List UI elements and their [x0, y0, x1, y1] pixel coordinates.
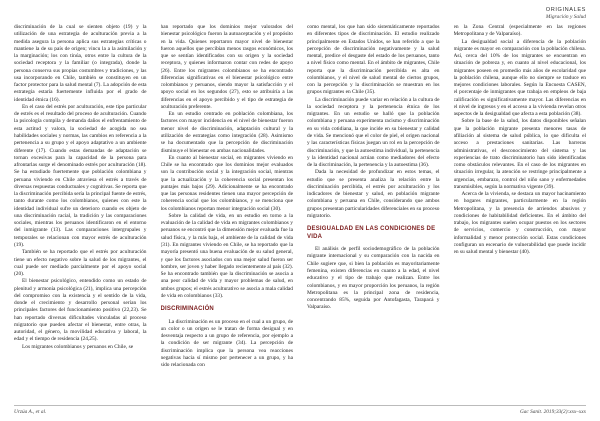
paragraph: discriminación de la cual se sienten objeto (19) y la utilización de una estrategia de aculturación previa a la medida asegura la persona aplica sus estrategias críticas o mantiene la de su país de origen; vincu la a la asimilación y la marginación; los con tinúa, otros entre la cultura de la sociedad receptora y la familiar (o integrada), donde la persona conserva sus propias costumbres y tradiciones, y las usa incorporando en Chile, también se constituyen en un factor protector para la salud mental (7). La adopción de esta estrategia estaría fuertemente influida por el grado de identidad étnica (16). — [14, 24, 147, 103]
paragraph: Sobre la base de la salud, los datos disponibles señalan que la población migrante presenta menores tasas de afiliación al sistema de salud pública, lo que dificulta el acceso a prestaciones sanitarias. Las barreras administrativas, el desconocimiento del sistema y las experiencias de trato discriminatorio han sido identificadas como obstáculos relevantes. En el caso de los migrantes en situación irregular, la atención se restringe principalmente a urgencias, embarazo, control del niño sano y enfermedades transmisibles, según la normativa vigente (39). — [453, 118, 586, 190]
paragraph: El análisis de perfil sociodemográfico de la población migrante internacional y su comparación con la nacida en Chile sugiere que, si bien la población es mayoritariamente femenina, existen diferencias en cuanto a la edad, el nivel educativo y el tipo de trabajo que realizan. Entre los colombianos, y en mayor proporción los peruanos, la región Metropolitana es la principal zona de residencia, concentrando 85%, seguida por Antofagasta, Tarapacá y Valparaíso. — [307, 246, 440, 311]
paragraph: La discriminación es un proceso en el cual a un grupo, de un color o un origen se le tratan de forma desigual y en desventaja respecto a un grupo de referencia, por ejemplo a la condición de ser migrante (34). La percepción de discriminación implica que la persona vea reacciones negativas hacia sí mismo por pertenecer a un grupo, y ha sido relacionada con — [160, 318, 293, 369]
section-heading: DESIGUALDAD EN LAS CONDICIONES DE VIDA — [307, 226, 436, 240]
paragraph: han reportado que los dominios mejor valorados del bienestar psicológico fueron la autoaceptación y el propósito en la vida. Quienes reportaron mayor nivel de bienestar fueron aquellos que percibían menos rasgos económicos, los que se sentían identificados con su origen y la sociedad receptora, y quienes informaron contar con redes de apoyo (26). Entre los migrantes colombianos se ha encontrado diferencias significativas en el bienestar psicológico entre colombianos y peruanos, siendo mayor la satisfacción y el apoyo social en los segundos (27), esto se atribuiría a las diferencias en el apoyo percibido y el tipo de estrategia de aculturación preferente. — [160, 24, 293, 110]
column-2 — [161, 24, 294, 404]
footer-authors: Urzúa A., et al. — [14, 409, 47, 415]
footer-citation: Gac Sanit. 2019;33(2):xxx–xxx — [519, 409, 586, 415]
journal-title: ORIGINALES — [545, 7, 586, 13]
paragraph: También se ha reportado que el estrés por aculturación tiene un efecto negativo sobre la salud de los migrantes, el cual puede ser mediado parcialmente por el apoyo social (20). — [14, 249, 147, 278]
column-3 — [307, 24, 440, 404]
paragraph: Acerca de la vivienda, se destaca un mayor hacinamiento en hogares migrantes, particularmente en la región Metropolitana, y la presencia de arriendos abusivos y condiciones de habitabilidad deficientes. En el ámbito del trabajo, los migrantes suelen ocupar puestos en los sectores de servicios, comercio y construcción, con mayor informalidad y menor protección social. Estas condiciones configuran un escenario de vulnerabilidad que puede incidir en su salud mental y bienestar (40). — [453, 191, 586, 256]
text-columns — [14, 24, 586, 404]
running-header — [546, 7, 586, 21]
column-1 — [14, 24, 147, 404]
paragraph: El bienestar psicológico, entendido como un estado de plenitud y armonía psicológica (21), implica una percepción del compromiso con la existencia y el sentido de la vida, donde el crecimiento y desarrollo personal serían los principales factores del funcionamiento positivo (22,23). Se han reportado diversas dificultades vinculadas al proceso migratorio que pueden afectar el bienestar, entre otras, la autoridad, el género, la movilidad educativa y laboral, la edad y el tiempo de residencia (24,25). — [14, 278, 147, 343]
paragraph: Dada la necesidad de profundizar en estos temas, el estudio que se presenta analiza la relación entre la discriminación percibida, el estrés por aculturación y los indicadores de bienestar y salud, en población migrante colombiana y peruana en Chile, considerando que ambos grupos presentan particularidades diferenciales en su proceso migratorio. — [307, 169, 440, 219]
paragraph: La discriminación puede variar en relación a la cultura de la sociedad receptora y la pertenencia étnica de los migrantes. En un estudio se halló que la población colombiana y peruana experimenta racismo y discriminación en su vida cotidiana, la que incide en su bienestar y calidad de vida. Se mencionó que el color de piel, el origen nacional y las características físicas juegan un rol en la percepción de discriminación, y que la autoestima individual, la pertenencia y la identidad nacional actúan como mediadores del efecto de la discriminación, la pertenencia y la autoestima (36). — [307, 96, 440, 169]
paragraph: Sobre la calidad de vida, en un estudio en torno a la evaluación de la calidad de vida en migrantes colombianos y peruanos se encontró que la dimensión mejor evaluada fue la salud física, y la más baja, el ambiente de la calidad de vida (31). En migrantes viviendo en Chile, se ha reportado que la mayoría presentó una buena evaluación de su salud general, y que los factores asociados con una mejor salud fueron ser hombre, ser joven y haber llegado recientemente al país (32). Se ha encontrado también que la discriminación se asocia a una peor calidad de vida y mayor problemas de salud, en ambos grupos; el estrés aculturativo se asocia a mala calidad de vida en colombianos (33). — [160, 212, 293, 299]
column-4 — [454, 24, 587, 404]
paragraph: En un estudio centrado en población colombiana, los factores con mayor incidencia en el nivel de bienestar fueron menor nivel de discriminación, adaptación cultural y la utilización de estrategias como integración (28). Asimismo se ha documentado que la percepción de discriminación disminuye el bienestar en ambas nacionalidades. — [160, 111, 293, 154]
section-title: Migración y Salud — [545, 14, 586, 20]
paragraph: En cuanto al bienestar social, en migrantes viviendo en Chile se ha encontrado que los dominios mejor evaluados son la contribución social y la integración social, mientras que la actualización y la coherencia social presentan los puntajes más bajos (29). Adicionalmente se ha encontrado que las personas residentes tienen una mayor percepción de coherencia social que los colombianos, y se menciona que los colombianos reportan menor integración social (30). — [160, 154, 293, 212]
paragraph: La desigualdad social a diferencia de la población migrante es mayor en comparación con la población chilena. Así, cerca del 10% de los migrantes se encuentran en situación de pobreza y, en cuanto al nivel educacional, los migrantes poseen en promedio más años de escolaridad que la población chilena, aunque ello no siempre se traduce en mejores condiciones laborales. Según la Encuesta CASEN, el porcentaje de inmigrantes que trabaja en empleos de baja calificación es significativamente mayor. Las diferencias en el nivel de ingresos y en el acceso a la vivienda revelan otros aspectos de la desigualdad que afecta a esta población (38). — [453, 38, 586, 118]
footer-rule — [14, 405, 586, 406]
paragraph: Los migrantes colombianos y peruanos en Chile, se — [22, 343, 134, 350]
paragraph: en la Zona Central (especialmente en las regiones Metropolitana y de Valparaíso). — [453, 24, 586, 38]
paragraph: En el caso del estrés por aculturación, este tipo particular de estrés es el resultado del proceso de aculturación. Cuando la psicología compila y demanda daños el enfrentamiento de esta actitud y valora, la sociedad de acogida no sea habilidades sociales y normas, las cambios en referencia a la pertenencia a su grupo y el apoyo adaptativo a un ambiente diferente (17). Cuando estas demandas de adaptación se tornan excesivas para la capacidad de la persona para afrontarlas surge el denominado estrés por aculturación (18). Se ha estudiado fuertemente que población colombiana y peruana viviendo en Chile atraviesa el estrés a través de diversas respuestas conductuales y cognitivas. Se reporta que la discriminación percibida sería la principal fuente de estrés, tanto durante como los colombianos, quienes con este la identidad individual sufre un deterioro cuando es objeto de una discriminación racial, la tradición y las comparaciones sociales, mientras los peruanos identificaron en el entorno del inmigrante (13). Las comparaciones intergrupales y temporales se relacionan con mayor estrés de aculturación (19). — [14, 103, 147, 248]
paragraph: como mental, los que han sido sistemáticamente reportados en diferentes tipos de discriminación. El estudio realizado principalmente en Estados Unidos, se han referido a que la percepción de discriminación negativamente y la salud mental, predice el desgaste del estado de los peruanos, tanto a nivel físico como mental. En el ámbito de migrantes, Chile reporta que la discriminación percibida es alta en colombianos, y el nivel de salud mental de ciertos grupos, con la percepción y la discriminación se muestran en los grupos migrantes en Chile (35). — [307, 24, 440, 96]
section-heading: DISCRIMINACIÓN — [160, 306, 214, 313]
